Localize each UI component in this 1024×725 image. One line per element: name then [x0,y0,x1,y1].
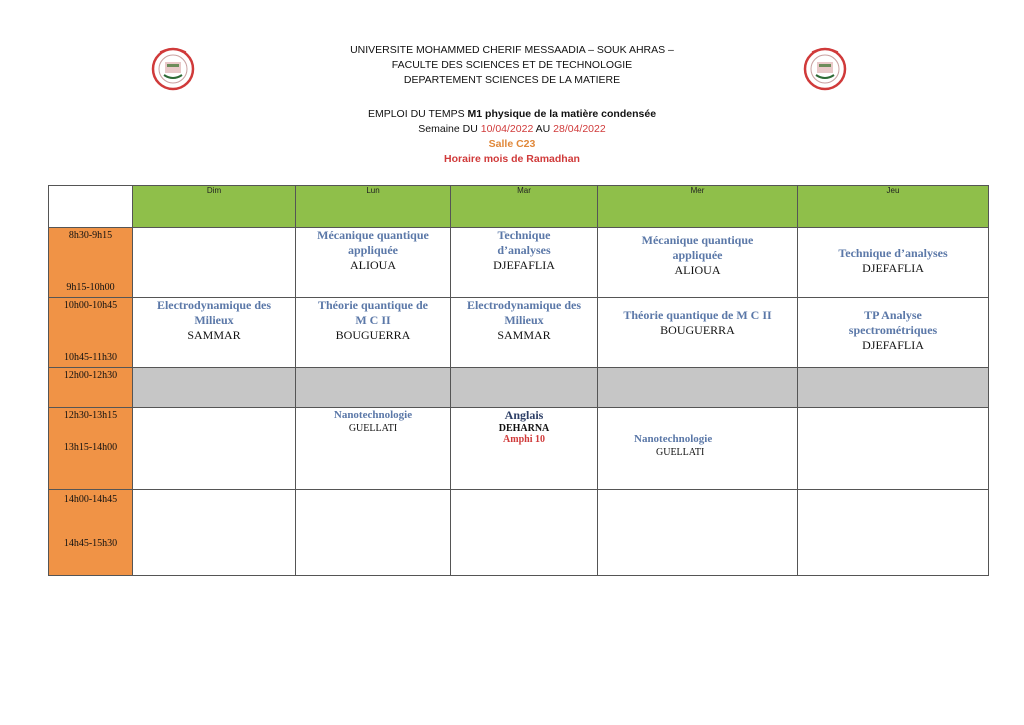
teacher-name: DJEFAFLIA [862,261,924,275]
course-name: Théorie quantique de M C II [623,308,772,322]
timetable [48,185,989,576]
department-name: DEPARTEMENT SCIENCES DE LA MATIERE [403,74,621,86]
course-name: Technique d’analyses [838,246,948,260]
day-header: Dim [133,186,296,228]
slot-cell [598,490,798,576]
document-header [0,43,1024,88]
slot-cell [296,490,451,576]
course-name: TP Analyse spectrométriques [848,308,938,337]
course-name: Technique d’analyses [497,228,551,257]
time-cell: 14h00-14h45 14h45-15h30 [49,490,133,576]
schedule-title: EMPLOI DU TEMPS M1 physique de la matière condensée [367,108,657,120]
teacher-name: DJEFAFLIA [493,258,555,272]
teacher-name: ALIOUA [674,263,721,277]
course-name: Nanotechnologie [634,433,713,445]
time-row [49,298,989,368]
day-header: Jeu [798,186,989,228]
room-name: Amphi 10 [503,434,545,445]
day-header: Lun [296,186,451,228]
slot-cell [598,228,798,298]
day-header: Mer [598,186,798,228]
course-name: Nanotechnologie [333,409,413,421]
time-cell: 12h00-12h30 [49,368,133,408]
slot-cell [133,490,296,576]
teacher-name: GUELLATI [348,423,398,434]
day-header: Mar [451,186,598,228]
course-name: Electrodynamique des Milieux [466,298,582,327]
slot-cell [133,228,296,298]
course-name: Mécanique quantique appliquée [317,228,429,257]
time-cell: 12h30-13h15 13h15-14h00 [49,408,133,490]
slot-cell [598,298,798,368]
university-name: UNIVERSITE MOHAMMED CHERIF MESSAADIA – SOUK AHRAS – [350,44,674,56]
teacher-name: BOUGUERRA [660,323,735,337]
schedule-note: Horaire mois de Ramadhan [444,153,580,165]
slot-cell [798,490,989,576]
teacher-name: SAMMAR [497,328,551,342]
slot-cell [598,368,798,408]
slot-cell [133,368,296,408]
corner-cell [49,186,133,228]
teacher-name: ALIOUA [350,258,396,272]
schedule-title-block [0,107,1024,167]
teacher-name: DJEFAFLIA [862,338,924,352]
slot-cell [133,408,296,490]
teacher-name: BOUGUERRA [335,328,411,342]
day-header-row [49,186,989,228]
course-name: Théorie quantique de M C II [317,298,428,327]
slot-cell [798,228,989,298]
slot-cell [798,298,989,368]
course-name: Electrodynamique des Milieux [156,298,272,327]
time-cell: 8h30-9h15 9h15-10h00 [49,228,133,298]
slot-cell [296,408,451,490]
slot-cell [296,368,451,408]
week-range: Semaine DU 10/04/2022 AU 28/04/2022 [418,123,606,135]
slot-cell [451,298,598,368]
course-name: Anglais [504,408,544,422]
slot-cell [451,408,598,490]
slot-cell [598,408,798,490]
time-row [49,408,989,490]
time-cell: 10h00-10h45 10h45-11h30 [49,298,133,368]
slot-cell [451,368,598,408]
room-label: Salle C23 [488,138,536,150]
faculty-name: FACULTE DES SCIENCES ET DE TECHNOLOGIE [391,59,633,71]
slot-cell [451,228,598,298]
course-name: Mécanique quantique appliquée [641,233,754,262]
time-row [49,490,989,576]
slot-cell [798,368,989,408]
slot-cell [296,228,451,298]
teacher-name: SAMMAR [187,328,241,342]
break-row [49,368,989,408]
teacher-name: GUELLATI [656,447,705,458]
slot-cell [296,298,451,368]
slot-cell [798,408,989,490]
time-row [49,228,989,298]
teacher-name: DEHARNA [498,423,550,434]
slot-cell [451,490,598,576]
slot-cell [133,298,296,368]
